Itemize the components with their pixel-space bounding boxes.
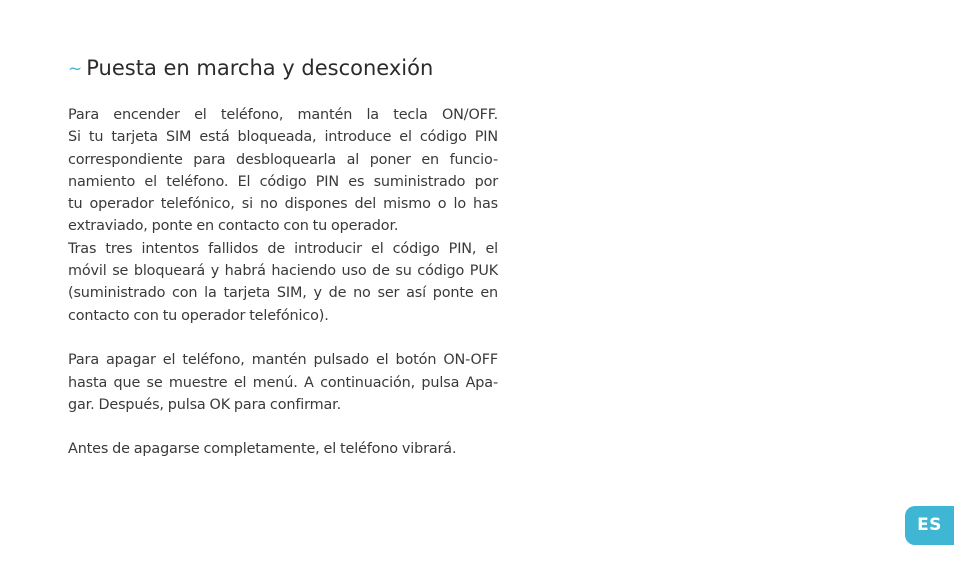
heading-tilde-marker: ~: [68, 59, 83, 79]
heading-title: Puesta en marcha y desconexión: [86, 56, 434, 80]
section-heading: [68, 56, 433, 80]
text-line: móvil se bloqueará y habrá haciendo uso de su código PUK: [68, 263, 498, 280]
paragraph-gap: [68, 327, 498, 349]
language-tab[interactable]: ES: [905, 506, 954, 545]
text-line: Antes de apagarse completamente, el teléfono vibrará.: [68, 441, 457, 458]
text-line: gar. Después, pulsa OK para confirmar.: [68, 396, 341, 413]
text-line: Si tu tarjeta SIM está bloqueada, introduce el código PIN: [68, 129, 498, 146]
text-line: extraviado, ponte en contacto con tu operador.: [68, 218, 399, 235]
text-line: Para encender el teléfono, mantén la tecla ON/OFF.: [68, 107, 498, 123]
text-line: Tras tres intentos fallidos de introducir el código PIN, el: [68, 240, 498, 257]
text-line: namiento el teléfono. El código PIN es suministrado por: [68, 173, 498, 190]
text-line: correspondiente para desbloquearla al poner en funcio-: [68, 151, 498, 168]
paragraph-gap: [68, 416, 498, 438]
text-line: (suministrado con la tarjeta SIM, y de no ser así ponte en: [68, 285, 498, 302]
text-line: Para apagar el teléfono, mantén pulsado el botón ON-OFF: [68, 352, 498, 369]
body-text: [68, 104, 498, 461]
text-line: contacto con tu operador telefónico).: [68, 307, 329, 324]
text-line: hasta que se muestre el menú. A continuación, pulsa Apa-: [68, 374, 498, 391]
text-line: tu operador telefónico, si no dispones del mismo o lo has: [68, 196, 498, 213]
